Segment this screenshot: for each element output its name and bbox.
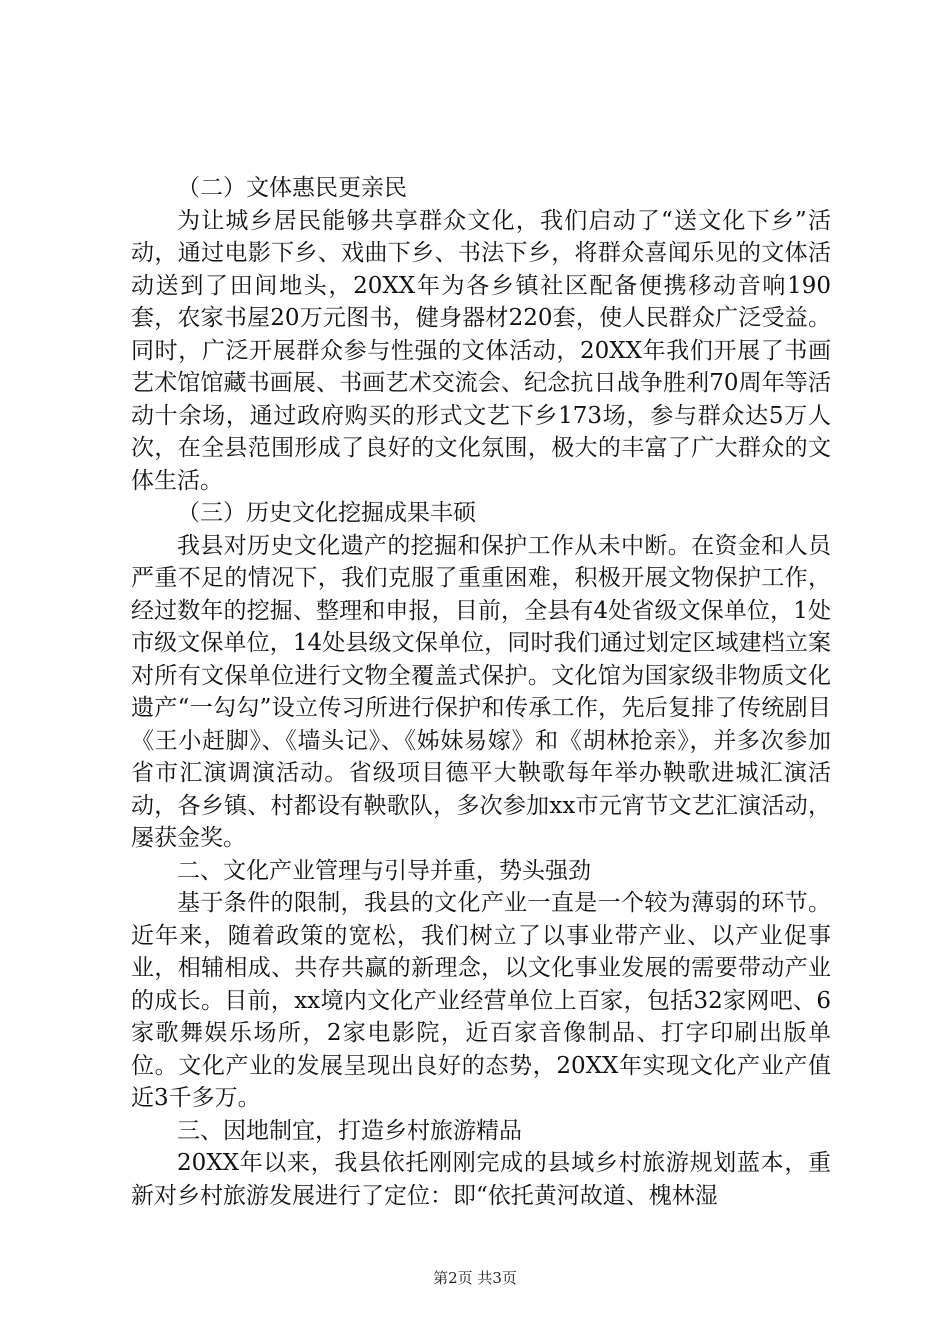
section-heading-rural-tourism: 三、因地制宜，打造乡村旅游精品 <box>177 1117 522 1144</box>
paragraph-culture-industry: 基于条件的限制，我县的文化产业一直是一个较为薄弱的环节。近年来，随着政策的宽松，我们树立了以事业带产业、以产业促事业，相辅相成、共存共赢的新理念，以文化事业发展的需要带动产业的成长。目前，xx境内文化产业经营单位上百家，包括32家网吧、6家歌舞娱乐场所，2家电影院，近百家音像制品、打字印刷出版单位。文化产业的发展呈现出良好的态势，20XX年实现文化产业产值近3千多万。 <box>131 890 831 1111</box>
paragraph-culture-benefits: 为让城乡居民能够共享群众文化，我们启动了“送文化下乡”活动，通过电影下乡、戏曲下乡、书法下乡，将群众喜闻乐见的文体活动送到了田间地头，20XX年为各乡镇社区配备便携移动音响190套，农家书屋20万元图书，健身器材220套，使人民群众广泛受益。同时，广泛开展群众参与性强的文体活动，20XX年我们开展了书画艺术馆馆藏书画展、书画艺术交流会、纪念抗日战争胜利70周年等活动十余场，通过政府购买的形式文艺下乡173场，参与群众达5万人次，在全县范围形成了良好的文化氛围，极大的丰富了广大群众的文体生活。 <box>131 207 831 494</box>
page-number-footer: 第2页 共3页 <box>433 1269 517 1287</box>
paragraph-rural-tourism: 20XX年以来，我县依托刚刚完成的县域乡村旅游规划蓝本，重新对乡村旅游发展进行了定位：即“依托黄河故道、槐林湿 <box>131 1150 831 1209</box>
section-heading-culture-industry: 二、文化产业管理与引导并重，势头强劲 <box>177 857 591 884</box>
section-heading-culture-benefits: （二）文体惠民更亲民 <box>177 175 407 201</box>
document-body <box>131 172 831 1212</box>
section-heading-history-culture: （三）历史文化挖掘成果丰硕 <box>177 500 476 526</box>
paragraph-history-culture: 我县对历史文化遗产的挖掘和保护工作从未中断。在资金和人员严重不足的情况下，我们克服了重重困难，积极开展文物保护工作，经过数年的挖掘、整理和申报，目前，全县有4处省级文保单位，1处市级文保单位，14处县级文保单位，同时我们通过划定区域建档立案对所有文保单位进行文物全覆盖式保护。文化馆为国家级非物质文化遗产“一勾勾”设立传习所进行保护和传承工作，先后复排了传统剧目《王小赶脚》、《墙头记》、《姊妹易嫁》和《胡林抢亲》，并多次参加省市汇演调演活动。省级项目德平大鞅歌每年举办鞅歌进城汇演活动，各乡镇、村都设有鞅歌队，多次参加xx市元宵节文艺汇演活动，屡获金奖。 <box>131 532 831 851</box>
